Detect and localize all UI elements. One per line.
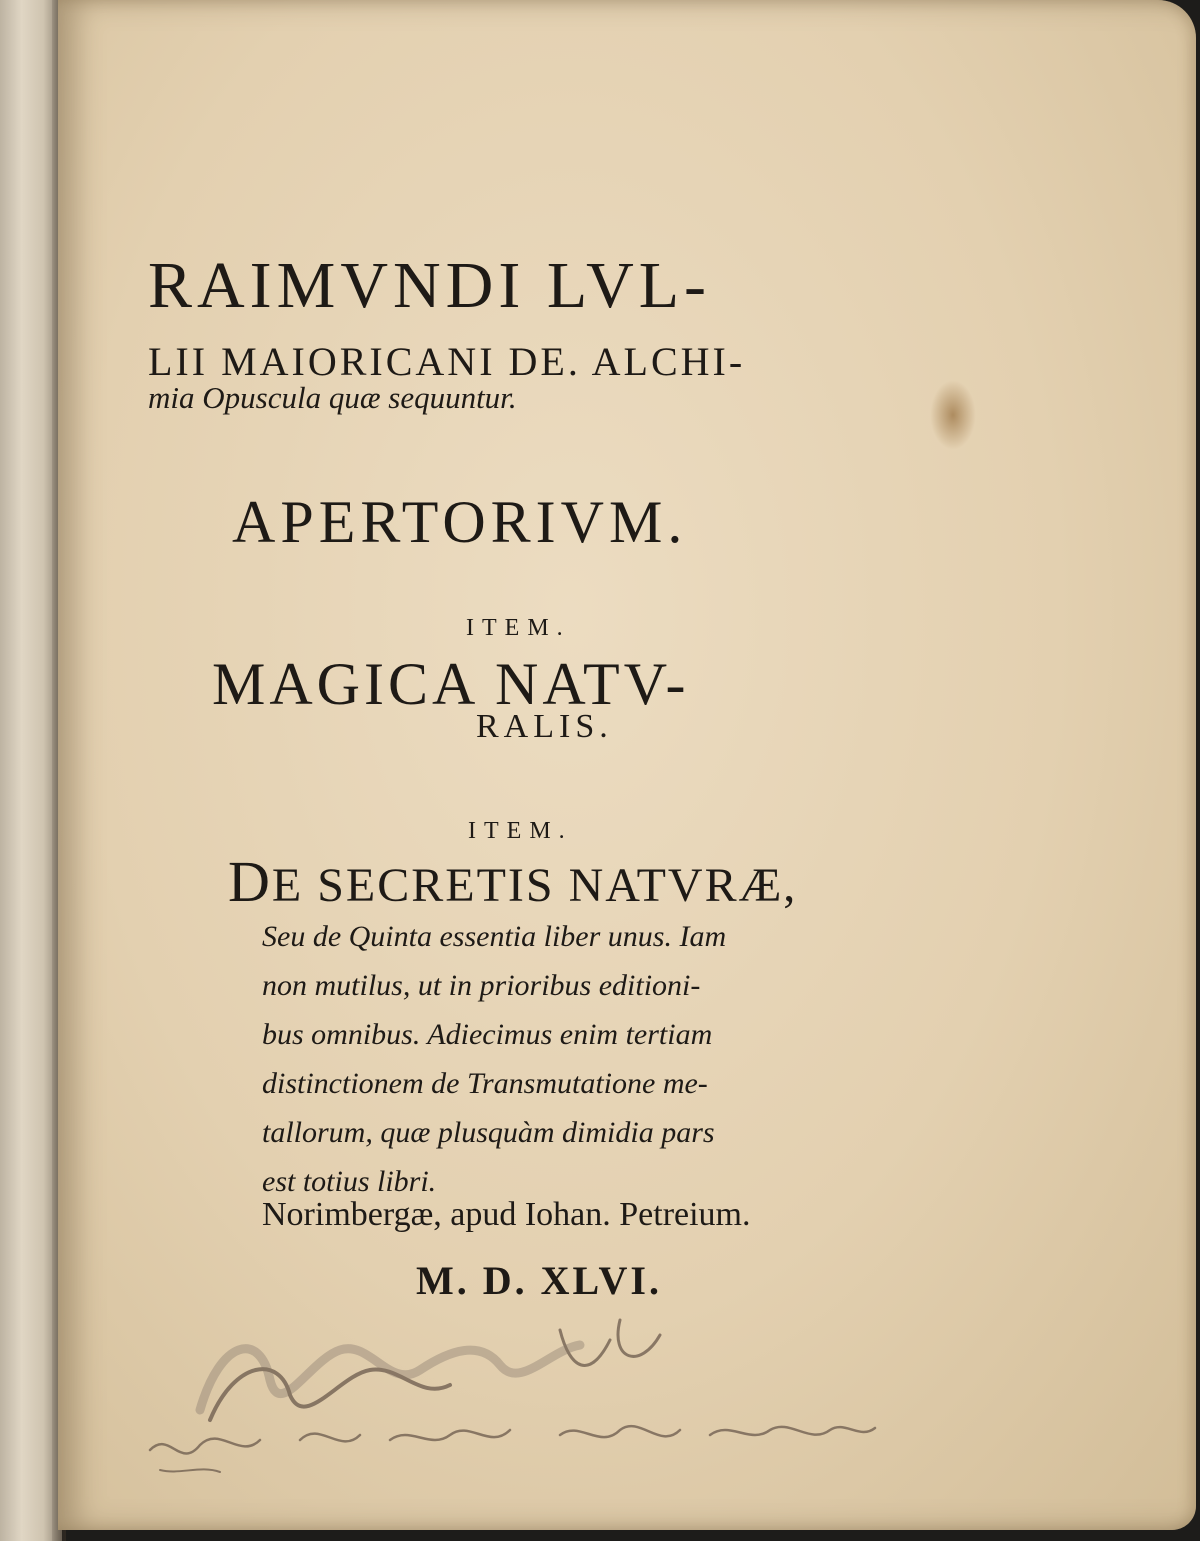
description-block bbox=[262, 912, 726, 1206]
description-line: Seu de Quinta essentia liber unus. Iam bbox=[262, 920, 727, 953]
imprint: Norimbergæ, apud Iohan. Petreium. bbox=[262, 1196, 751, 1233]
author-line-3: mia Opuscula quæ sequuntur. bbox=[148, 380, 517, 415]
work-2-title-line-2: RALIS. bbox=[476, 708, 613, 745]
item-label-1: ITEM. bbox=[466, 615, 571, 641]
work-3-initial: D bbox=[228, 849, 272, 914]
handwritten-inscription bbox=[140, 1300, 900, 1490]
author-line-1: RAIMVNDI LVL- bbox=[148, 249, 712, 322]
description-line: non mutilus, ut in prioribus editioni- bbox=[262, 969, 701, 1002]
publication-date: M. D. XLVI. bbox=[416, 1258, 662, 1303]
description-line: distinctionem de Transmutatione me- bbox=[262, 1067, 708, 1100]
description-line: bus omnibus. Adiecimus enim tertiam bbox=[262, 1018, 713, 1051]
work-3-title bbox=[228, 848, 797, 915]
work-1-title: APERTORIVM. bbox=[232, 489, 688, 555]
item-label-2: ITEM. bbox=[468, 818, 573, 844]
work-2-title-line-1: MAGICA NATV- bbox=[212, 651, 690, 717]
work-3-title-rest: E SECRETIS NATVRÆ, bbox=[271, 859, 798, 912]
description-line: est totius libri. bbox=[262, 1165, 437, 1198]
author-line-2: LII MAIORICANI DE. ALCHI- bbox=[148, 339, 746, 384]
description-line: tallorum, quæ plusquàm dimidia pars bbox=[262, 1116, 715, 1149]
